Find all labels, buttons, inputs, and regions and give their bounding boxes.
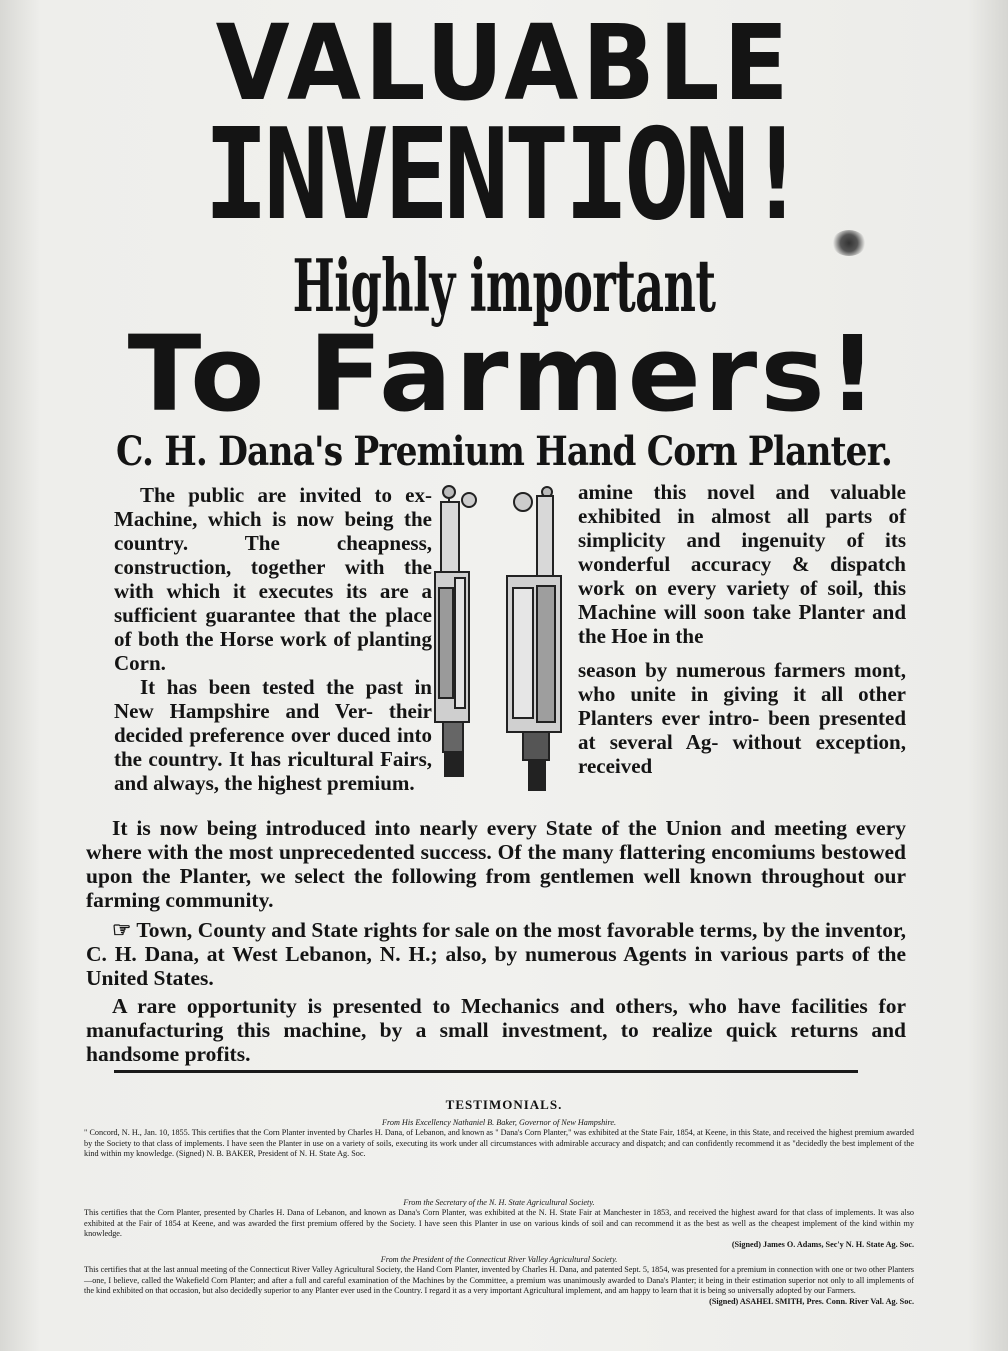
headline-to-farmers: To Farmers! (127, 313, 881, 435)
testimonial-adams-head: From the Secretary of the N. H. State Agricultural Society. (403, 1198, 595, 1207)
headline-highly-important: Highly important (292, 243, 716, 328)
right-para-2: season by numerous farmers mont, who unite in giving it all other Planters ever intro- been presented at several Ag- without exception, received (578, 658, 906, 778)
testimonial-adams-body: This certifies that the Corn Planter, presented by Charles H. Dana of Lebanon, and known as Dana's Corn Planter, was exhibited at the N. H. State Fair at Manchester in 1853, and received the highest award for that class of implements. It was also exhibited at the Fair of 1854 at Keene, and was awarded the first premium offered by the Society. I have seen this Planter in use on various kinds of soil and can recommend it as the best as well as the cheapest implement of the kind within my knowledge. (84, 1208, 914, 1239)
divider-rule (114, 1070, 858, 1073)
para-union: It is now being introduced into nearly every State of the Union and meeting every where with the most unprecedented success. Of the many flattering encomiums bestowed upon the Planter, we select the following from gentlemen well known throughout our farming community. (86, 816, 906, 912)
testimonial-adams-signature: (Signed) James O. Adams, Sec'y N. H. State Ag. Soc. (731, 1239, 914, 1249)
testimonial-baker-head: From His Excellency Nathaniel B. Baker, Governor of New Hampshire. (381, 1118, 617, 1127)
para-rights-text: Town, County and State rights for sale on the most favorable terms, by the inventor, C. H. Dana, at West Lebanon, N. H.; also, by numerous Agents in various parts of the United States. (86, 918, 906, 990)
testimonials-heading: TESTIMONIALS. (445, 1097, 563, 1112)
pointing-hand-icon: ☞ (112, 918, 132, 942)
headline-invention: INVENTION! (203, 101, 805, 248)
headline-valuable: VALUABLE (215, 2, 793, 124)
planter-left-image (435, 486, 476, 776)
left-column (114, 483, 432, 795)
planter-right-image (507, 487, 561, 790)
testimonial-adams (84, 1198, 914, 1250)
para-opportunity: A rare opportunity is presented to Mechanics and others, who have facilities for manufacturing this machine, by a small investment, to realize quick returns and handsome profits. (86, 994, 906, 1066)
right-para-1: amine this novel and valuable exhibited in almost all parts of simplicity and ingenuity of its wonderful accuracy & dispatch work on every variety of soil, this Machine will soon take Planter and the Hoe in the (578, 480, 906, 648)
testimonial-smith-head: From the President of the Connecticut River Valley Agricultural Society. (380, 1255, 618, 1264)
left-para-2: It has been tested the past in New Hampshire and Ver- their decided preference over duced into the country. It has ricultural Fairs, and always, the highest premium. (114, 675, 432, 795)
para-rights (86, 918, 906, 990)
right-column (578, 480, 906, 778)
corn-planter-illustration (425, 478, 575, 808)
testimonial-smith-signature: (Signed) ASAHEL SMITH, Pres. Conn. River Val. Ag. Soc. (709, 1296, 914, 1306)
ink-smudge (832, 230, 866, 256)
testimonial-smith-body: This certifies that at the last annual meeting of the Connecticut River Valley Agricultural Society, the Hand Corn Planter, invented by Charles H. Dana, and patented Sept. 5, 1854, was presented for a premium in connection with one or two other Planters—one, I believe, called the Wakefield Corn Planter; and after a full and careful examination of the Machines by the Committee, a premium was unanimously awarded to Dana's Planter; it being in their estimation superior not only to all implements of the kind exhibited on that occasion, but also decidedly superior to any Planter ever used in the Country. I regard it as a very important Agricultural implement, and am happy to learn that it is being so universally adopted by our Farmers. (84, 1265, 914, 1296)
left-para-1: The public are invited to ex- Machine, which is now being the country. The cheapness, construction, together with the with which it executes its are a sufficient guarantee that the place of both the Horse work of planting Corn. (114, 483, 432, 675)
testimonial-baker (84, 1118, 914, 1160)
testimonial-baker-body: " Concord, N. H., Jan. 10, 1855. This certifies that the Corn Planter invented by Charles H. Dana, of Lebanon, and known as " Dana's Corn Planter," was exhibited at the State Fair, 1854, at Keene, in this State, and received the highest premium awarded by the Society to that class of implements. I have seen the Planter in use on a variety of soils, executing its work under all circumstances with admirable accuracy and dispatch; and can confidently recommend it as "decidedly the best implement of the kind within my knowledge. (Signed) N. B. BAKER, President of N. H. State Ag. Soc. (84, 1128, 914, 1159)
testimonial-smith (84, 1255, 914, 1307)
product-title: C. H. Dana's Premium Hand Corn Planter. (116, 428, 892, 475)
